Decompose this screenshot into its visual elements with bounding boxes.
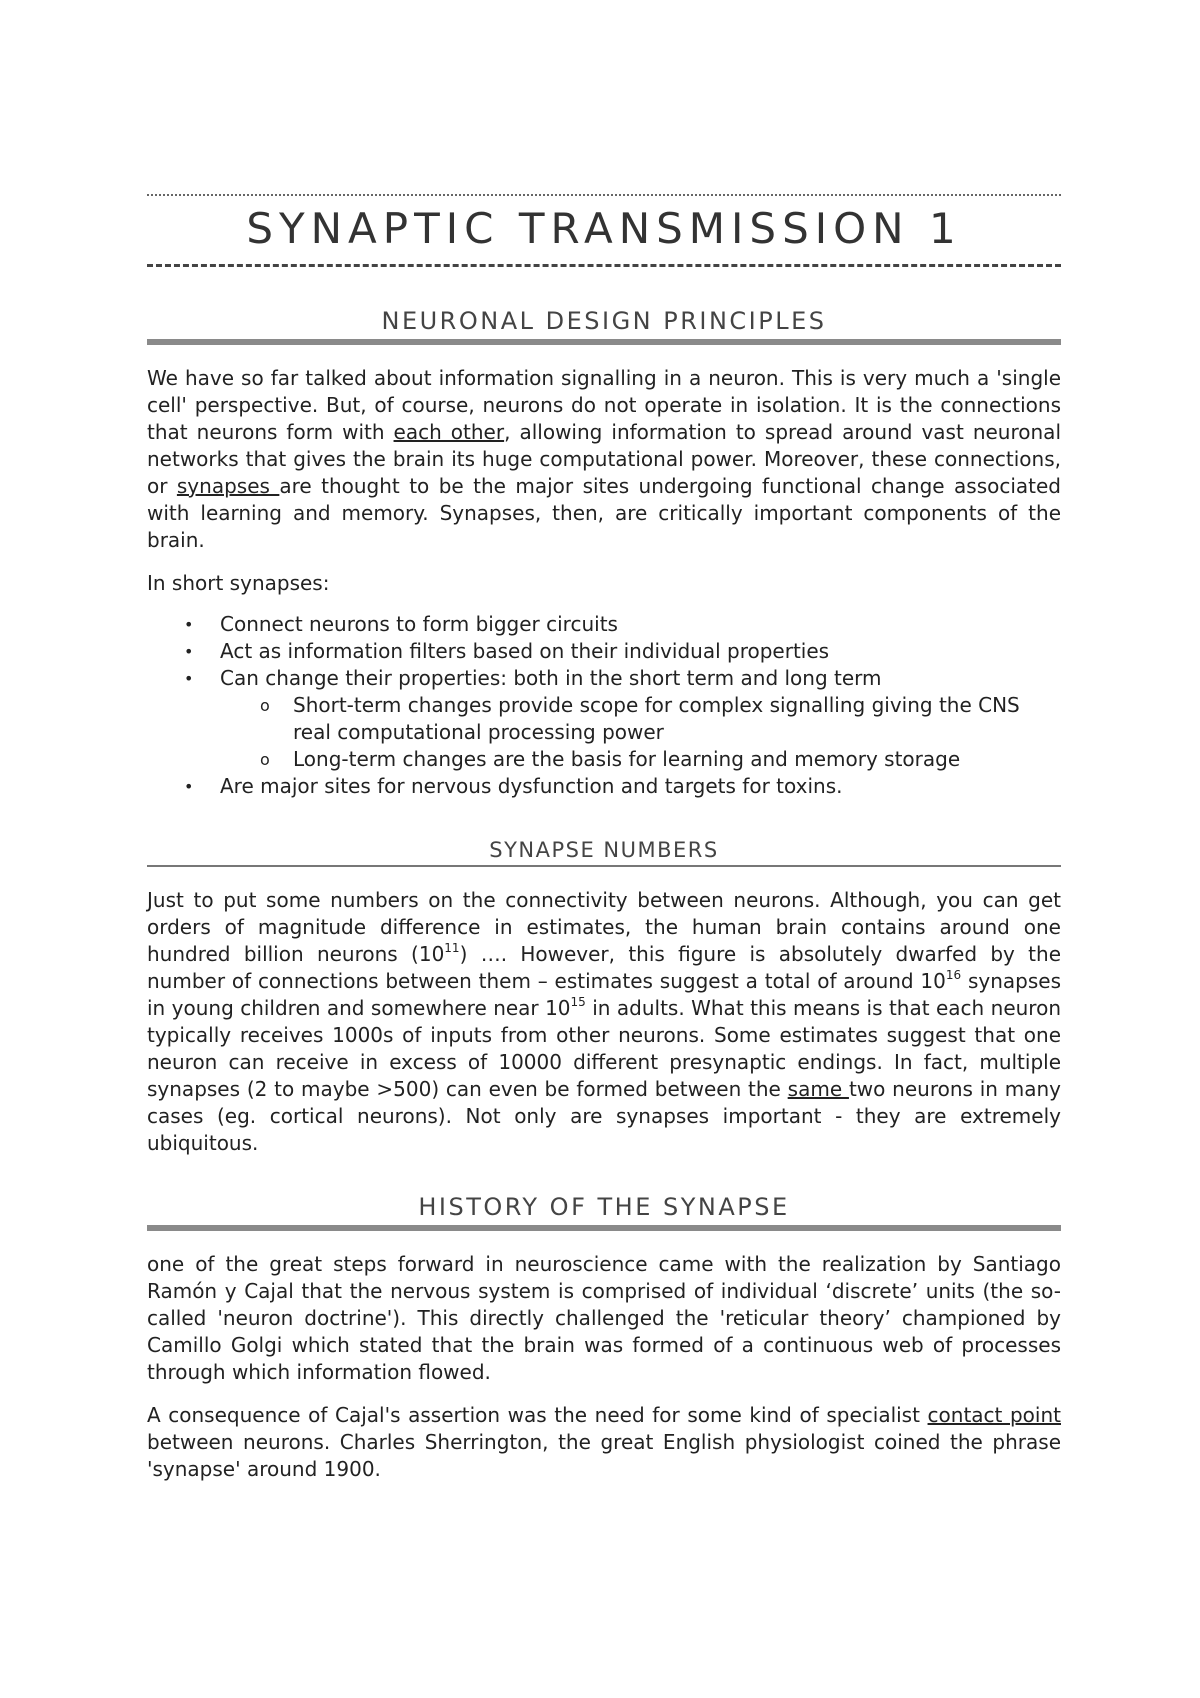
exponent: 16 [945, 968, 962, 982]
underlined-text: each other [393, 420, 505, 444]
list-item [147, 665, 1061, 773]
bullet-icon: • [184, 669, 194, 688]
section-heading-numbers: SYNAPSE NUMBERS [147, 838, 1061, 867]
underlined-text: same [787, 1077, 849, 1101]
section-heading-design: NEURONAL DESIGN PRINCIPLES [147, 307, 1061, 345]
underlined-text: synapses [176, 474, 280, 498]
text-span: , allowing information to spread around vast neuronal networks that gives the brain its huge computational power. Moreover, these connections, or [147, 420, 1061, 498]
text-span: We have so far talked about information signalling in a neuron. This is very much a 'single cell' perspective. But, of course, neurons do not operate in isolation. It is the connections that neurons form with [147, 366, 1061, 444]
sub-list-item-text: Long-term changes are the basis for learning and memory storage [293, 747, 961, 771]
section-heading-history: HISTORY OF THE SYNAPSE [147, 1193, 1061, 1231]
list-item [147, 773, 1061, 800]
history-paragraph-2 [147, 1402, 1061, 1483]
sub-list-item-text: Short-term changes provide scope for complex signalling giving the CNS real computational processing power [293, 693, 1020, 744]
sub-bullet-list [220, 692, 1061, 773]
list-item-text: Are major sites for nervous dysfunction and targets for toxins. [220, 774, 843, 798]
exponent: 15 [570, 995, 586, 1009]
document-title: SYNAPTIC TRANSMISSION 1 [246, 204, 962, 253]
numbers-paragraph [147, 887, 1061, 1157]
list-item-text: Act as information filters based on their individual properties [220, 639, 830, 663]
sub-bullet-icon: o [260, 750, 270, 769]
document-content [147, 194, 1061, 1483]
text-span: are thought to be the major sites undergoing functional change associated with learning and memory. Synapses, then, are critically important components of the brain. [147, 474, 1061, 552]
underlined-text: contact point [927, 1403, 1061, 1427]
bullet-icon: • [184, 642, 194, 661]
text-span: Just to put some numbers on the connectivity between neurons. Although, you can get orders of magnitude difference in estimates, the human brain contains around one hundred billion neurons (10 [147, 888, 1061, 966]
text-span: between neurons. Charles Sherrington, the great English physiologist coined the phrase 'synapse' around 1900. [147, 1430, 1061, 1481]
sub-bullet-icon: o [260, 696, 270, 715]
list-item-text: Connect neurons to form bigger circuits [220, 612, 618, 636]
text-span: in adults. What this means is that each neuron typically receives 1000s of inputs from other neurons. Some estimates suggest that one neuron can receive in excess of 10000 different presynaptic endings. In fact, multiple synapses (2 to maybe >500) can even be formed between the [147, 996, 1061, 1101]
bullet-icon: • [184, 615, 194, 634]
history-paragraph-1: one of the great steps forward in neuroscience came with the realization by Santiago Ramón y Cajal that the nervous system is comprised of individual ‘discrete’ units (the so-called 'neuron doctrine'). This directly challenged the 'reticular theory’ championed by Camillo Golgi which stated that the brain was formed of a continuous web of processes through which information flowed. [147, 1252, 1061, 1384]
list-item [147, 611, 1061, 638]
exponent: 11 [444, 941, 460, 955]
bullet-list [147, 611, 1061, 800]
title-block [147, 194, 1061, 267]
text-span: ) …. However, this figure is absolutely dwarfed by the number of connections between them – estimates suggest a total of around 10 [147, 942, 1061, 993]
text-span: A consequence of Cajal's assertion was the need for some kind of specialist [147, 1403, 928, 1427]
design-paragraph-2: In short synapses: [147, 571, 330, 595]
list-item-text: Can change their properties: both in the short term and long term [220, 666, 882, 690]
sub-list-item [220, 746, 1061, 773]
sub-list-item [220, 692, 1061, 746]
text-span: synapses in young children and somewhere near 10 [147, 969, 1062, 1020]
design-paragraph-1 [147, 365, 1061, 554]
bullet-icon: • [184, 777, 194, 796]
list-item [147, 638, 1061, 665]
text-span: two neurons in many cases (eg. cortical neurons). Not only are synapses important - they are extremely ubiquitous. [147, 1077, 1062, 1155]
